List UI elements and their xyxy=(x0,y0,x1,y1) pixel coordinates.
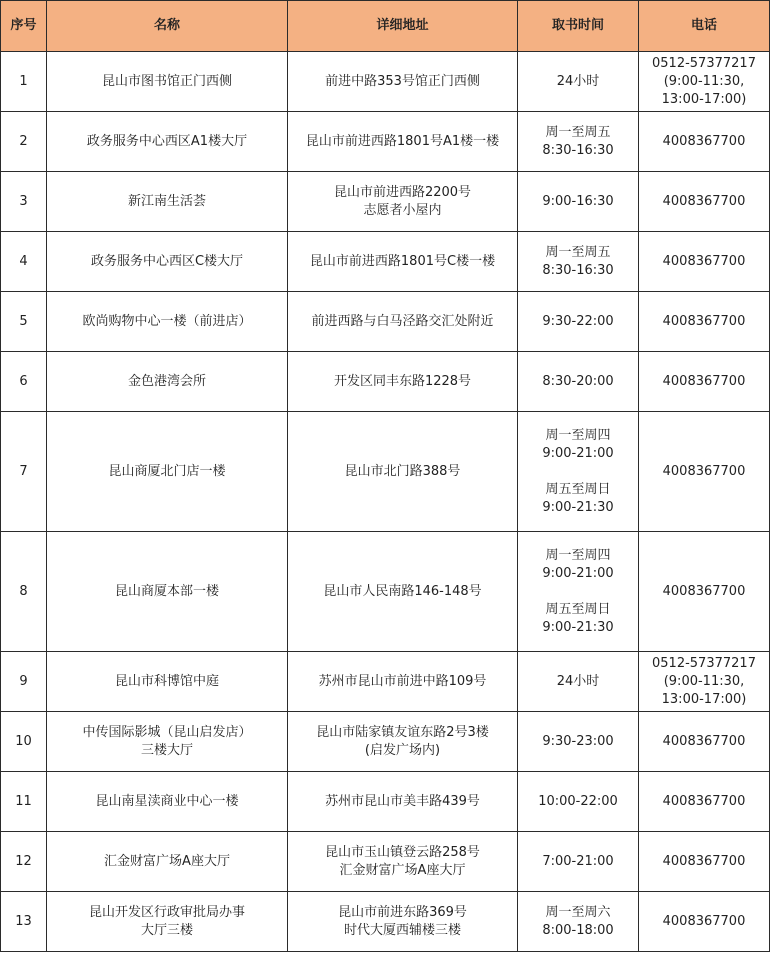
cell-phone: 4008367700 xyxy=(639,232,770,292)
cell-name: 昆山市图书馆正门西侧 xyxy=(47,52,288,112)
header-index: 序号 xyxy=(1,1,47,52)
header-time: 取书时间 xyxy=(518,1,639,52)
cell-phone: 4008367700 xyxy=(639,712,770,772)
cell-time: 7:00-21:00 xyxy=(518,832,639,892)
cell-time: 10:00-22:00 xyxy=(518,772,639,832)
table-header xyxy=(1,1,770,52)
cell-address: 昆山市前进西路1801号A1楼一楼 xyxy=(288,112,518,172)
cell-time: 24小时 xyxy=(518,52,639,112)
cell-time: 周一至周四 9:00-21:00 周五至周日 9:00-21:30 xyxy=(518,532,639,652)
cell-index: 9 xyxy=(1,652,47,712)
header-row xyxy=(1,1,770,52)
cell-phone: 4008367700 xyxy=(639,412,770,532)
header-address: 详细地址 xyxy=(288,1,518,52)
cell-name: 政务服务中心西区C楼大厅 xyxy=(47,232,288,292)
cell-address: 前进西路与白马泾路交汇处附近 xyxy=(288,292,518,352)
cell-index: 2 xyxy=(1,112,47,172)
cell-phone: 4008367700 xyxy=(639,292,770,352)
cell-name: 昆山商厦本部一楼 xyxy=(47,532,288,652)
cell-address: 昆山市人民南路146-148号 xyxy=(288,532,518,652)
cell-address: 苏州市昆山市美丰路439号 xyxy=(288,772,518,832)
cell-address: 昆山市前进西路1801号C楼一楼 xyxy=(288,232,518,292)
table-row xyxy=(1,712,770,772)
cell-name: 昆山市科博馆中庭 xyxy=(47,652,288,712)
cell-address: 昆山市前进西路2200号 志愿者小屋内 xyxy=(288,172,518,232)
cell-time: 周一至周五 8:30-16:30 xyxy=(518,112,639,172)
cell-index: 11 xyxy=(1,772,47,832)
cell-phone: 4008367700 xyxy=(639,772,770,832)
cell-phone: 0512-57377217 (9:00-11:30, 13:00-17:00) xyxy=(639,652,770,712)
cell-phone: 4008367700 xyxy=(639,352,770,412)
cell-name: 新江南生活荟 xyxy=(47,172,288,232)
cell-index: 5 xyxy=(1,292,47,352)
cell-name: 昆山南星渎商业中心一楼 xyxy=(47,772,288,832)
cell-name: 欧尚购物中心一楼（前进店） xyxy=(47,292,288,352)
cell-address: 昆山市玉山镇登云路258号 汇金财富广场A座大厅 xyxy=(288,832,518,892)
cell-time: 24小时 xyxy=(518,652,639,712)
table-row xyxy=(1,772,770,832)
header-phone: 电话 xyxy=(639,1,770,52)
cell-phone: 4008367700 xyxy=(639,892,770,952)
table-row xyxy=(1,112,770,172)
cell-phone: 4008367700 xyxy=(639,172,770,232)
cell-phone: 0512-57377217 (9:00-11:30, 13:00-17:00) xyxy=(639,52,770,112)
cell-index: 6 xyxy=(1,352,47,412)
table-body xyxy=(1,52,770,952)
table-row xyxy=(1,352,770,412)
cell-time: 9:00-16:30 xyxy=(518,172,639,232)
cell-address: 前进中路353号馆正门西侧 xyxy=(288,52,518,112)
cell-index: 8 xyxy=(1,532,47,652)
cell-phone: 4008367700 xyxy=(639,112,770,172)
cell-address: 昆山市陆家镇友谊东路2号3楼 (启发广场内) xyxy=(288,712,518,772)
table-row xyxy=(1,652,770,712)
cell-index: 10 xyxy=(1,712,47,772)
cell-phone: 4008367700 xyxy=(639,532,770,652)
table-row xyxy=(1,232,770,292)
cell-index: 3 xyxy=(1,172,47,232)
cell-index: 4 xyxy=(1,232,47,292)
cell-index: 12 xyxy=(1,832,47,892)
cell-name: 中传国际影城（昆山启发店） 三楼大厅 xyxy=(47,712,288,772)
cell-time: 周一至周六 8:00-18:00 xyxy=(518,892,639,952)
cell-phone: 4008367700 xyxy=(639,832,770,892)
cell-address: 苏州市昆山市前进中路109号 xyxy=(288,652,518,712)
cell-name: 昆山商厦北门店一楼 xyxy=(47,412,288,532)
cell-name: 汇金财富广场A座大厅 xyxy=(47,832,288,892)
table-row xyxy=(1,172,770,232)
cell-time: 周一至周四 9:00-21:00 周五至周日 9:00-21:30 xyxy=(518,412,639,532)
table-row xyxy=(1,412,770,532)
cell-address: 开发区同丰东路1228号 xyxy=(288,352,518,412)
cell-name: 昆山开发区行政审批局办事 大厅三楼 xyxy=(47,892,288,952)
table-row xyxy=(1,52,770,112)
table-row xyxy=(1,892,770,952)
header-name: 名称 xyxy=(47,1,288,52)
table-row xyxy=(1,532,770,652)
table-row xyxy=(1,292,770,352)
cell-address: 昆山市前进东路369号 时代大厦西辅楼三楼 xyxy=(288,892,518,952)
cell-name: 金色港湾会所 xyxy=(47,352,288,412)
cell-time: 8:30-20:00 xyxy=(518,352,639,412)
cell-address: 昆山市北门路388号 xyxy=(288,412,518,532)
cell-time: 9:30-23:00 xyxy=(518,712,639,772)
table-row xyxy=(1,832,770,892)
cell-index: 1 xyxy=(1,52,47,112)
cell-time: 9:30-22:00 xyxy=(518,292,639,352)
cell-time: 周一至周五 8:30-16:30 xyxy=(518,232,639,292)
cell-name: 政务服务中心西区A1楼大厅 xyxy=(47,112,288,172)
cell-index: 13 xyxy=(1,892,47,952)
cell-index: 7 xyxy=(1,412,47,532)
